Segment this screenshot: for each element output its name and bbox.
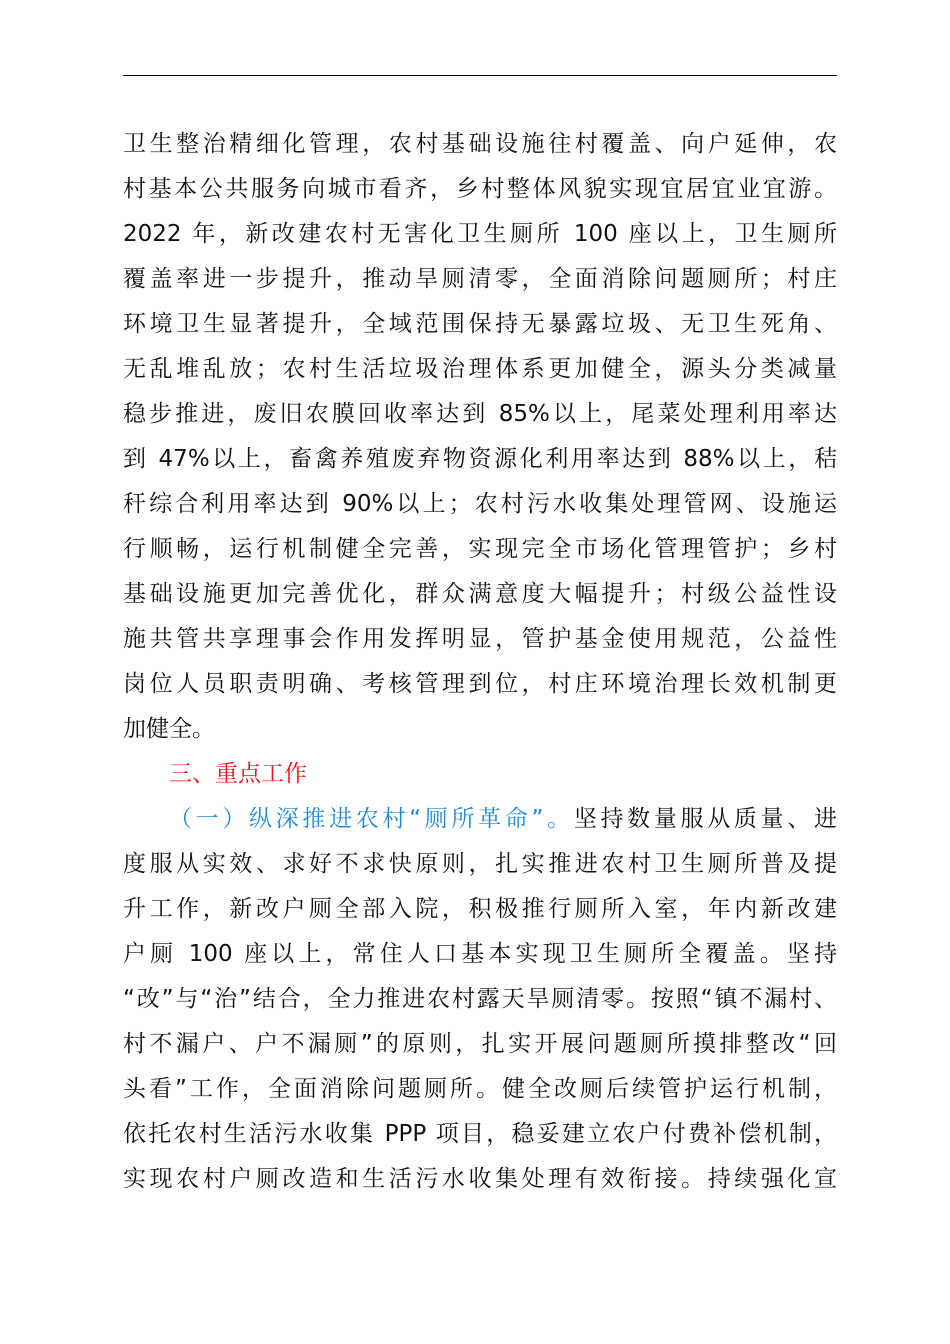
paragraph-targets xyxy=(123,122,837,752)
text-line: 度服从实效、求好不求快原则，扎实推进农村卫生厕所普及提 xyxy=(123,851,837,877)
text-line: 基础设施更加完善优化，群众满意度大幅提升；村级公益性设 xyxy=(123,581,837,607)
text-line: 稳步推进，废旧农膜回收率达到 85%以上，尾菜处理利用率达 xyxy=(123,401,837,427)
subsection-first-line-text: 坚持数量服从质量、进 xyxy=(573,806,837,832)
key-work-paragraph xyxy=(123,797,837,1202)
text-line: 升工作，新改户厕全部入院，积极推行厕所入室，年内新改建 xyxy=(123,896,837,922)
document-body xyxy=(123,122,837,1202)
subsection-heading: （一）纵深推进农村“厕所革命”。 xyxy=(169,806,574,832)
text-line: 秆综合利用率达到 90%以上；农村污水收集处理管网、设施运 xyxy=(123,491,837,517)
text-line: 到 47%以上，畜禽养殖废弃物资源化利用率达到 88%以上，秸 xyxy=(123,446,837,472)
subsection-first-line xyxy=(123,797,837,842)
text-line: 加健全。 xyxy=(123,716,215,742)
text-line: 施共管共享理事会作用发挥明显，管护基金使用规范，公益性 xyxy=(123,626,837,652)
text-line: 村基本公共服务向城市看齐，乡村整体风貌实现宜居宜业宜游。 xyxy=(123,176,837,202)
text-line: 村不漏户、户不漏厕”的原则，扎实开展问题厕所摸排整改“回 xyxy=(123,1031,837,1057)
text-line: “改”与“治”结合，全力推进农村露天旱厕清零。按照“镇不漏村、 xyxy=(123,986,837,1012)
text-line: 覆盖率进一步提升，推动旱厕清零，全面消除问题厕所；村庄 xyxy=(123,266,837,292)
text-line: 2022 年，新改建农村无害化卫生厕所 100 座以上，卫生厕所 xyxy=(123,221,837,247)
text-line: 户厕 100 座以上，常住人口基本实现卫生厕所全覆盖。坚持 xyxy=(123,941,837,967)
header-rule xyxy=(123,75,837,76)
section-heading-text: 三、重点工作 xyxy=(169,761,307,787)
text-line: 实现农村户厕改造和生活污水收集处理有效衔接。持续强化宣 xyxy=(123,1166,837,1192)
text-line: 头看”工作，全面消除问题厕所。健全改厕后续管护运行机制， xyxy=(123,1076,837,1102)
section-heading xyxy=(123,752,837,797)
text-line: 无乱堆乱放；农村生活垃圾治理体系更加健全，源头分类减量 xyxy=(123,356,837,382)
text-line: 岗位人员职责明确、考核管理到位，村庄环境治理长效机制更 xyxy=(123,671,837,697)
text-line: 行顺畅，运行机制健全完善，实现完全市场化管理管护；乡村 xyxy=(123,536,837,562)
text-line: 环境卫生显著提升，全域范围保持无暴露垃圾、无卫生死角、 xyxy=(123,311,837,337)
text-line: 卫生整治精细化管理，农村基础设施往村覆盖、向户延伸，农 xyxy=(123,131,837,157)
text-line: 依托农村生活污水收集 PPP 项目，稳妥建立农户付费补偿机制， xyxy=(123,1121,837,1147)
